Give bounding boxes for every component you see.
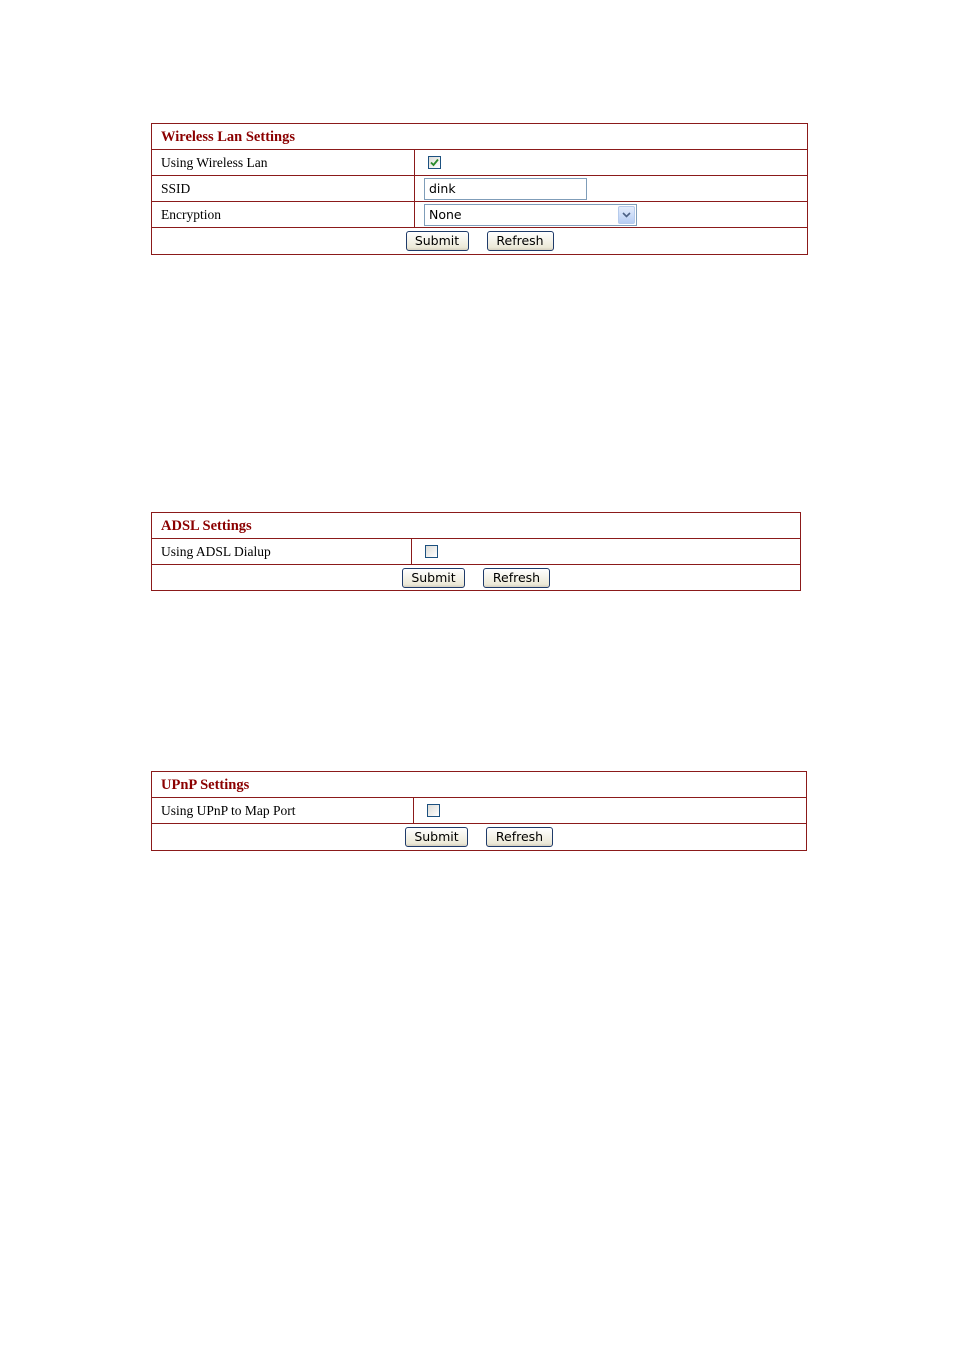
upnp-refresh-button[interactable]: Refresh <box>486 827 553 847</box>
adsl-refresh-button[interactable]: Refresh <box>483 568 550 588</box>
using-upnp-row <box>152 798 806 824</box>
using-wireless-checkbox[interactable] <box>428 156 441 169</box>
ssid-label: SSID <box>152 176 415 201</box>
using-adsl-value <box>412 539 800 564</box>
using-wireless-value <box>415 150 807 175</box>
using-upnp-label: Using UPnP to Map Port <box>152 798 414 823</box>
using-adsl-row <box>152 539 800 565</box>
encryption-selected-value: None <box>429 207 462 222</box>
ssid-row <box>152 176 807 202</box>
wireless-refresh-button[interactable]: Refresh <box>487 231 554 251</box>
using-adsl-label: Using ADSL Dialup <box>152 539 412 564</box>
adsl-button-row <box>152 565 800 590</box>
wireless-lan-settings-panel <box>151 123 808 255</box>
wireless-button-row <box>152 228 807 253</box>
upnp-settings-panel <box>151 771 807 851</box>
encryption-row <box>152 202 807 228</box>
ssid-value <box>415 176 807 201</box>
adsl-submit-button[interactable]: Submit <box>402 568 465 588</box>
panel-title: UPnP Settings <box>152 772 806 798</box>
panel-title: ADSL Settings <box>152 513 800 539</box>
chevron-down-icon <box>622 212 631 218</box>
dropdown-arrow-button[interactable] <box>618 206 635 224</box>
using-upnp-checkbox[interactable] <box>427 804 440 817</box>
panel-title: Wireless Lan Settings <box>152 124 807 150</box>
using-wireless-label: Using Wireless Lan <box>152 150 415 175</box>
adsl-settings-panel <box>151 512 801 591</box>
ssid-input[interactable]: dink <box>424 178 587 200</box>
encryption-select[interactable] <box>424 204 637 226</box>
encryption-label: Encryption <box>152 202 415 227</box>
using-adsl-checkbox[interactable] <box>425 545 438 558</box>
upnp-button-row <box>152 824 806 849</box>
encryption-value <box>415 202 807 227</box>
upnp-submit-button[interactable]: Submit <box>405 827 468 847</box>
wireless-submit-button[interactable]: Submit <box>406 231 469 251</box>
using-upnp-value <box>414 798 806 823</box>
using-wireless-row <box>152 150 807 176</box>
checkmark-icon <box>430 158 439 167</box>
